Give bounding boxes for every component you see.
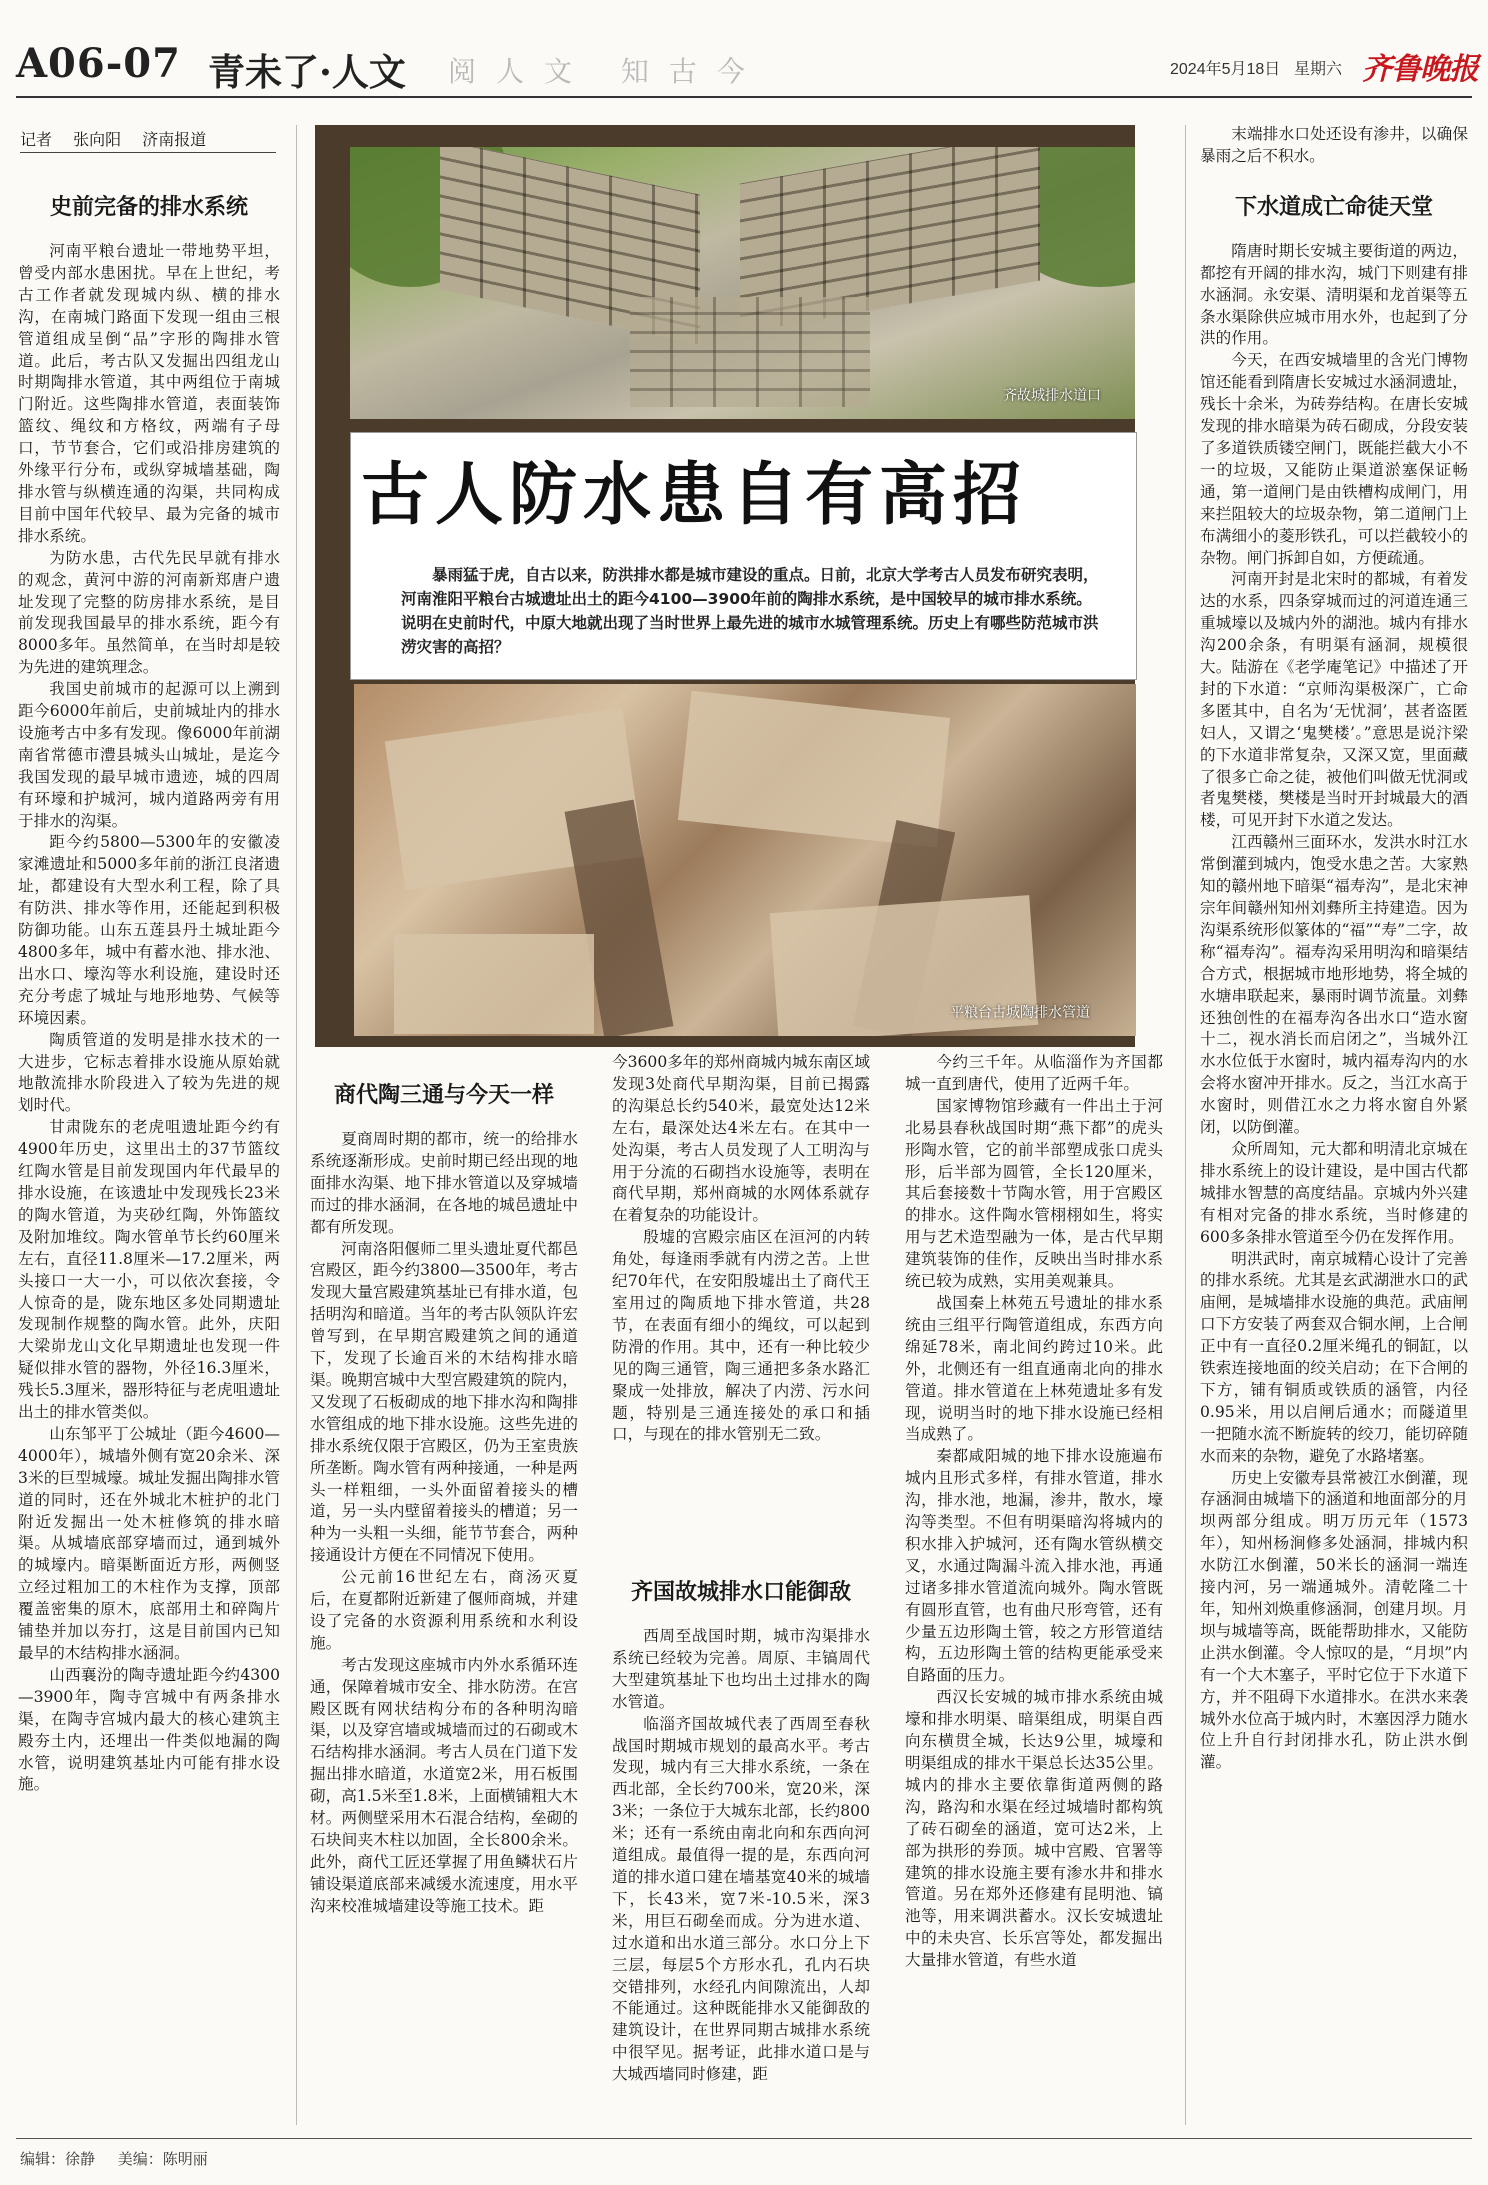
col3-para: 西周至战国时期，城市沟渠排水系统已经较为完善。周原、丰镐周代大型建筑基址下也均出土过排水的陶水管道。 xyxy=(612,1627,870,1711)
col1-para: 为防水患，古代先民早就有排水的观念，黄河中游的河南新郑唐户遗址发现了完整的防房排水系统，是目前发现我国最早的排水系统，距今有8000多年。虽然简单，在当时却是较为先进的建筑理念。 xyxy=(18,548,280,677)
col1-para: 甘肃陇东的老虎咀遗址距今约有4900年历史，这里出土的37节篮纹红陶水管是目前发现国内年代最早的排水设施，在该遗址中发现残长23米的陶水管道，为夹砂红陶，外饰篮纹及附加堆纹。陶水管单节长约60厘米左右，直径11.8厘米—17.2厘米，两头接口一大一小，可以依次套接，令人惊奇的是，陇东地区多处同期遗址发现制作规整的陶水管。此外，庆阳大梁峁龙山文化早期遗址也发现一件疑似排水管的器物，外径16.3厘米，残长5.3厘米，器形特征与老虎咀遗址出土的排水管类似。 xyxy=(18,1118,280,1422)
column-divider xyxy=(296,125,297,2125)
col2-para: 河南洛阳偃师二里头遗址夏代都邑宫殿区，距今约3800—3500年，考古发现大量宫殿建筑基址已有排水道，包括明沟和暗道。当年的考古队领队许宏曾写到，在早期宫殿建筑之间的通道下，发现了长逾百米的木结构排水暗渠。晚期宫城中大型宫殿建筑的院内，又发现了石板砌成的地下排水沟和陶排水管组成的地下排水设施。这些先进的排水系统仅限于宫殿区，仍为王室贵族所垄断。陶水管有两种接通，一种是两头一样粗细，一头外面留着接头的槽道，另一头内壁留着接头的槽道；另一种为一头粗一头细，能节节套合，两种接通设计方便在不同情况下使用。 xyxy=(310,1239,578,1565)
col3-para: 临淄齐国故城代表了西周至春秋战国时期城市规划的最高水平。考古发现，城内有三大排水系统，一条在西北部，全长约700米，宽20米，深3米；一条位于大城东北部，长约800米；还有一系统由南北向和东西向河道组成。最值得一提的是，东西向河道的排水道口建在墙基宽40米的城墙下，长43米，宽7米-10.5米，深3米，用巨石砌垒而成。分为进水道、过水道和出水道三部分。水口分上下三层，每层5个方形水孔，孔内石块交错排列，水经孔内间隙流出，人却不能通过。这种既能排水又能御敌的建筑设计，在世界同期古城排水系统中很罕见。据考证，此排水道口是与大城西墙同时修建，距 xyxy=(612,1714,870,2084)
article-column-4 xyxy=(905,1052,1163,1972)
issue-weekday: 星期六 xyxy=(1294,61,1343,78)
col5-para: 今天，在西安城墙里的含光门博物馆还能看到隋唐长安城过水涵洞遗址，残长十余米，为砖券结构。在唐长安城发现的排水暗渠为砖石砌成，分段安装了多道铁质镂空闸门，既能拦截大小不一的垃圾，又能防止渠道淤塞保证畅通，第一道闸门是由铁槽构成闸门，用来拦阻较大的垃圾杂物，第二道闸门上布满细小的菱形铁孔，可以拦截较小的杂物。闸门拆卸自如，方便疏通。 xyxy=(1200,351,1468,567)
col2-para: 夏商周时期的都市，统一的给排水系统逐渐形成。史前时期已经出现的地面排水沟渠、地下排水管道以及穿城墙而过的排水涵洞，在各地的城邑遗址中都有所发现。 xyxy=(310,1130,578,1236)
col4-para: 今约三千年。从临淄作为齐国都城一直到唐代，使用了近两千年。 xyxy=(905,1053,1163,1093)
col1-para: 距今约5800—5300年的安徽凌家滩遗址和5000多年前的浙江良渚遗址，都建设有大型水利工程，除了具有防洪、排水等作用，还能起到积极防御功能。山东五莲县丹土城址距今4800多年，城中有蓄水池、排水池、出水口、壕沟等水利设施，建设时还充分考虑了城址与地形地势、气候等环境因素。 xyxy=(18,833,280,1027)
col5-para: 明洪武时，南京城精心设计了完善的排水系统。尤其是玄武湖泄水口的武庙闸，是城墙排水设施的典范。武庙闸口下方安装了两套双合铜水闸，上合闸正中有一直径0.2厘米绳孔的铜缸，以铁索连接地面的绞关启动；在下合闸的下方，铺有铜质或铁质的涵管，内径0.95米，用以启闸后通水；而隧道里一把随水流不断旋转的绞刀，能切碎随水而来的杂物，避免了水路堵塞。 xyxy=(1200,1249,1468,1465)
col1-para: 河南平粮台遗址一带地势平坦，曾受内部水患困扰。早在上世纪，考古工作者就发现城内纵、横的排水沟，在南城门路面下发现一组由三根管道组成呈倒“品”字形的陶排水管道。此后，考古队又发掘出四组龙山时期陶排水管道，其中两组位于南城门附近。这些陶排水管道，表面装饰篮纹、绳纹和方格纹，两端有子母口，节节套合，它们或沿排房建筑的外缘平行分布，或纵穿城墙基础，陶排水管与纵横连通的沟渠，共同构成目前中国年代较早、最为完备的城市排水系统。 xyxy=(18,242,280,545)
col4-para: 秦都咸阳城的地下排水设施遍布城内且形式多样，有排水管道，排水沟，排水池，地漏，渗井，散水，壕沟等类型。不但有明渠暗沟将城内的积水排入护城河，还有陶水管纵横交叉，水通过陶漏斗流入排水池，再通过诸多排水管道流向城外。陶水管既有圆形直管，也有曲尺形弯管，还有少量五边形陶土管，较之方形管道结构，五边形陶土管的结构更能承受来自路面的压力。 xyxy=(905,1447,1163,1685)
col1-para: 陶质管道的发明是排水技术的一大进步，它标志着排水设施从原始就地散流排水阶段进入了较为先进的规划时代。 xyxy=(18,1030,280,1115)
drainage-outlet-photo xyxy=(350,147,1135,419)
column-divider xyxy=(1185,125,1186,2125)
col1-para: 山西襄汾的陶寺遗址距今约4300—3900年，陶寺宫城中有两条排水渠，在陶寺宫城内最大的核心建筑主殿夯土内，还埋出一件类似地漏的陶水管，说明建筑基址内可能有排水设施。 xyxy=(18,1665,280,1794)
col5-para: 河南开封是北宋时的都城，有着发达的水系，四条穿城而过的河道连通三重城壕以及城内外的湖池。城内有排水沟200余条，有明渠有涵洞，规模很大。陆游在《老学庵笔记》中描述了开封的下水道：“京师沟渠极深广，亡命多匿其中，自名为‘无忧洞’，甚者盗匿妇人，又谓之‘鬼樊楼’。”意思是说汴梁的下水道非常复杂，又深又宽，里面藏了很多亡命之徒，被他们叫做无忧洞或者鬼樊楼，樊楼是当时开封城最大的酒楼，可见开封下水道之发达。 xyxy=(1200,570,1468,830)
main-headline: 古人防水患自有高招 xyxy=(361,455,1028,535)
footer-editor: 编辑：徐静 xyxy=(20,2150,96,2168)
col5-para: 隋唐时期长安城主要街道的两边，都挖有开阔的排水沟，城门下则建有排水涵洞。永安渠、清明渠和龙首渠等五条水渠除供应城市用水外，也起到了分洪的作用。 xyxy=(1200,241,1468,348)
article-column-1 xyxy=(18,190,280,1796)
col4-para: 西汉长安城的城市排水系统由城壕和排水明渠、暗渠组成，明渠自西向东横贯全城，长达9公里，城壕和明渠组成的排水干渠总长达35公里。城内的排水主要依靠街道两侧的路沟，路沟和水渠在经过城墙时都构筑了砖石砌垒的涵道，宽可达2米，上部为拱形的券顶。城中宫殿、官署等建筑的排水设施主要有渗水井和排水管道。另在郑外还修建有昆明池、镐池等，用来调洪蓄水。汉长安城遗址中的未央宫、长乐宫等处，都发掘出大量排水管道，有些水道 xyxy=(905,1688,1163,1970)
article-column-3-bottom xyxy=(612,1575,870,2086)
col5-para: 末端排水口处还设有渗井，以确保暴雨之后不积水。 xyxy=(1200,125,1468,165)
top-photo-caption: 齐故城排水道口 xyxy=(1003,388,1101,404)
footer-rule xyxy=(16,2138,1472,2139)
section-title: 青未了·人文 xyxy=(208,50,406,94)
newspaper-logo: 齐鲁晚报 xyxy=(1362,52,1478,87)
col1-para: 山东邹平丁公城址（距今4600—4000年），城墙外侧有宽20余米、深3米的巨型城壕。城址发掘出陶排水管道的同时，还在外城北木桩护的北门附近发掘出一处木桩修筑的排水暗渠。从城墙底部穿墙而过，通到城外的城壕内。暗渠断面近方形，两侧竖立经过粗加工的木柱作为支撑，顶部覆盖密集的原木，底部用土和碎陶片铺垫并加以夯打，这是目前国内已知最早的木结构排水涵洞。 xyxy=(18,1424,280,1662)
article-column-5 xyxy=(1200,124,1468,1774)
article-column-2 xyxy=(310,1078,578,1918)
byline-role: 记者 xyxy=(20,130,53,149)
subheading-sewer: 下水道成亡命徒天堂 xyxy=(1234,193,1433,220)
footer-credits xyxy=(20,2148,226,2169)
byline-names: 张向阳 xyxy=(73,130,122,149)
col1-para: 我国史前城市的起源可以上溯到距今6000年前后，史前城址内的排水设施考古中多有发现。像6000年前湖南省常德市澧县城头山城址，是迄今我国发现的最早城市遗迹，城的四周有环壕和护城河，城内道路两旁有用于排水的沟渠。 xyxy=(18,680,280,830)
header-rule xyxy=(16,96,1472,98)
col5-para: 历史上安徽寿县常被江水倒灌，现存涵洞由城墙下的涵道和地面部分的月坝两部分组成。明万历元年（1573年），知州杨涧修多处涵洞，排城内积水防江水倒灌，50米长的涵洞一端连接内河，另一端通城外。清乾隆二十年，知州刘焕重修涵洞，创建月坝。月坝与城墙等高，既能帮助排水，又能防止洪水倒灌。令人惊叹的是，“月坝”内有一个大木塞子，平时它位于下水道下方，并不阻碍下水道排水。在洪水来袭城外水位高于城内时，木塞因浮力随水位上升自行封闭排水孔，防止洪水倒灌。 xyxy=(1200,1468,1468,1772)
footer-designer: 美编：陈明丽 xyxy=(117,2150,208,2168)
issue-date: 2024年5月18日 xyxy=(1170,61,1281,78)
col4-para: 国家博物馆珍藏有一件出土于河北易县春秋战国时期“燕下都”的虎头形陶水管，它的前半部塑成张口虎头形，后半部为圆管，全长120厘米，其后套接数十节陶水管，用于宫殿区的排水。这件陶水管栩栩如生，将实用与艺术造型融为一体，是古代早期建筑装饰的佳作，反映出当时排水系统已较为成熟，实用美观兼具。 xyxy=(905,1096,1163,1291)
byline xyxy=(20,127,276,153)
page-number: A06-07 xyxy=(16,40,181,87)
pottery-pipe-excavation-photo xyxy=(354,684,1136,1036)
col5-para: 江西赣州三面环水，发洪水时江水常倒灌到城内，饱受水患之苦。大家熟知的赣州地下暗渠“福寿沟”，是北宋神宗年间赣州知州刘彝所主持建造。因为沟渠系统形似篆体的“福”“寿”二字，故称“福寿沟”。福寿沟采用明沟和暗渠结合方式，根据城市地形地势，将全城的水塘串联起来，暴雨时调节流量。刘彝还独创性的在福寿沟各出水口“造水窗十二，视水消长而启闭之”，当城外江水水位低于水窗时，城内福寿沟内的水会将水窗冲开排水。反之，当江水高于水窗时，则借江水之力将水窗自外紧闭，以防倒灌。 xyxy=(1200,833,1468,1137)
col2-para: 考古发现这座城市内外水系循环连通，保障着城市安全、排水防涝。在宫殿区既有网状结构分布的各种明沟暗渠，以及穿宫墙或城墙而过的石砌或木石结构排水涵洞。考古人员在门道下发掘出排水暗道，水道宽2米，用石板围砌，高1.5米至1.8米，上面横铺粗大木材。两侧壁采用木石混合结构，垒砌的石块间夹木柱以加固，全长800余米。此外，商代工匠还掌握了用鱼鳞状石片铺设渠道底部来减缓水流速度，用水平沟来校准城墙建设等施工技术。距 xyxy=(310,1655,578,1915)
col3-para: 今3600多年的郑州商城内城东南区域发现3处商代早期沟渠，目前已揭露的沟渠总长约540米，最宽处达12米左右，最深处达4米左右。在其中一处沟渠，考古人员发现了人工明沟与用于分流的石砌挡水设施等，表明在商代早期，郑州商城的水网体系就存在着复杂的功能设计。 xyxy=(612,1053,870,1225)
col3-para: 殷墟的宫殿宗庙区在洹河的内转角处，每逢雨季就有内涝之苦。上世纪70年代，在安阳殷墟出土了商代王室用过的陶质地下排水管道，共28节，在表面有细小的绳纹，可以起到防滑的作用。其中，还有一种比较少见的陶三通管，陶三通把多条水路汇聚成一处排放，解决了内涝、污水问题，特别是三通连接处的承口和插口，与现在的排水管别无二致。 xyxy=(612,1228,870,1444)
subheading-shang: 商代陶三通与今天一样 xyxy=(333,1082,554,1108)
section-slogan: 阅人文 知古今 xyxy=(448,55,765,88)
subheading-prehistoric: 史前完备的排水系统 xyxy=(49,194,248,220)
bottom-photo-caption: 平粮台古城陶排水管道 xyxy=(950,1005,1090,1021)
article-column-3-top xyxy=(612,1052,870,1446)
subheading-qi: 齐国故城排水口能御敌 xyxy=(630,1579,851,1605)
byline-station: 济南报道 xyxy=(142,130,207,149)
col5-para: 众所周知，元大都和明清北京城在排水系统上的设计建设，是中国古代都城排水智慧的高度结晶。京城内外兴建有相对完备的排水系统，当时修建的600多条排水管道至今仍在发挥作用。 xyxy=(1200,1139,1468,1246)
col2-para: 公元前16世纪左右，商汤灭夏后，在夏都附近新建了偃师商城，并建设了完备的水资源利用系统和水利设施。 xyxy=(310,1568,578,1652)
lead-paragraph: 暴雨猛于虎，自古以来，防洪排水都是城市建设的重点。日前，北京大学考古人员发布研究表明，河南淮阳平粮台古城遗址出土的距今4100—3900年前的陶排水系统，是中国较早的城市排水系统。说明在史前时代，中原大地就出现了当时世界上最先进的城市水城管理系统。历史上有哪些防范城市洪涝灾害的高招？ xyxy=(401,566,1099,656)
headline-box xyxy=(350,432,1137,680)
col4-para: 战国秦上林苑五号遗址的排水系统由三组平行陶管道组成，东西方向绵延78米，南北间约跨过10米。此外，北侧还有一组直通南北向的排水管道。排水管道在上林苑遗址多有发现，说明当时的地下排水设施已经相当成熟了。 xyxy=(905,1293,1163,1444)
